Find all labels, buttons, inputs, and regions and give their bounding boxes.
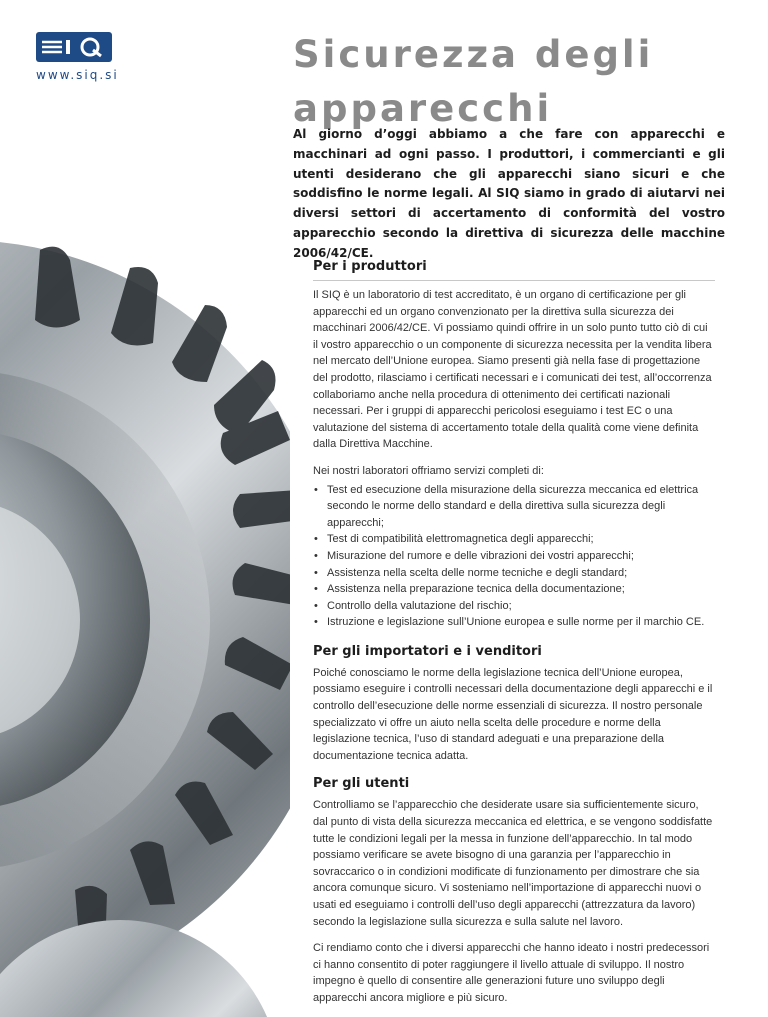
main-content xyxy=(313,256,715,1017)
services-list xyxy=(313,482,715,631)
intro-paragraph: Al giorno d’oggi abbiamo a che fare con apparecchi e macchinari ad ogni passo. I produttori, i commercianti e gli utenti desiderano che gli apparecchi siano sicuri e che soddisfino le norme legali. Al SIQ siamo in grado di aiutarvi nei diversi settori di accertamento di conformità del vostro apparecchio secondo la direttiva di sicurezza delle macchine 2006/42/CE. xyxy=(293,127,725,260)
paragraph: Poiché conosciamo le norme della legislazione tecnica dell’Unione europea, possiamo eseguire i controlli necessari della documentazione degli apparecchi e il controllo dell’esecuzione delle norme essenziali di sicurezza. Il nostro personale specializzato vi offre un aiuto nella scelta delle procedure e norme della legislazione tecnica, l’uso di standard adeguati e una preparazione della documentazione tecnica adatta. xyxy=(313,666,713,762)
list-item: • Assistenza nella scelta delle norme tecniche e degli standard; xyxy=(313,565,715,582)
siq-logo-mark xyxy=(36,32,112,62)
section-heading: Per i produttori xyxy=(313,259,427,274)
paragraph: Ci rendiamo conto che i diversi apparecchi che hanno ideato i nostri predecessori ci hanno consentito di poter raggiungere il livello attuale di sviluppo. Il nostro impegno è quello di consentire alle generazioni future uno sviluppo degli apparecchi ancora migliore e più sicuro. xyxy=(313,942,710,1004)
list-item: • Controllo della valutazione del rischio; xyxy=(313,598,715,615)
section-utenti xyxy=(313,776,715,1006)
paragraph: Nei nostri laboratori offriamo servizi completi di: xyxy=(313,464,544,477)
list-item: • Assistenza nella preparazione tecnica della documentazione; xyxy=(313,581,715,598)
list-item: • Istruzione e legislazione sull’Unione europea e sulle norme per il marchio CE. xyxy=(313,614,715,631)
section-heading: Per gli utenti xyxy=(313,776,410,792)
section-heading: Per gli importatori e i venditori xyxy=(313,643,542,659)
section-importatori xyxy=(313,644,715,765)
paragraph: Il SIQ è un laboratorio di test accreditato, è un organo di certificazione per gli apparecchi ed un organo convenzionato per la direttiva sulla sicurezza dei macchinari 2006/42/CE. Vi possiamo quindi offrire in un solo punto tutto ciò di cui il vostro apparecchio o un componente di sicurezza necessita per la vendita libera nel mercato dell’Unione europea. Siamo presenti già nella fase di progettazione del prodotto, rilasciamo i certificati necessari e i comunicati dei test, all’occorrenza collaboriamo anche nella procedura di ottenimento dei certificati nazionali necessari. Per i gruppi di apparecchi pericolosi eseguiamo i test EC o una valutazione del sistema di accertamento totale della qualità come viene definita dalla Direttiva Macchine. xyxy=(313,289,712,451)
website-url: www.siq.si xyxy=(36,68,119,82)
siq-logo xyxy=(36,32,119,82)
list-item: • Misurazione del rumore e delle vibrazioni dei vostri apparecchi; xyxy=(313,548,715,565)
paragraph: Controlliamo se l’apparecchio che desiderate usare sia sufficientemente sicuro, dal punto di vista della sicurezza meccanica ed elettrica, e se vengono soddisfatte tutte le condizioni legali per la messa in funzione dell’apparecchio. In tal modo possiamo verificare se avete bisogno di una garanzia per l’apparecchio in sovraccarico o in condizioni modificate di funzionamento per dimostrare che sia ancora comunque sicuro. Vi sosteniamo nell’importazione di apparecchi nuovi o usati ed eseguiamo i controlli dell’uso degli apparecchi (attrezzatura da lavoro) secondo la legislazione sulla sicurezza e sulla salute nel lavoro. xyxy=(313,799,713,928)
section-divider xyxy=(313,280,715,281)
list-item: • Test ed esecuzione della misurazione della sicurezza meccanica ed elettrica secondo le norme dello standard e della direttiva sulla sicurezza degli apparecchi; xyxy=(313,482,715,532)
list-item: • Test di compatibilità elettromagnetica degli apparecchi; xyxy=(313,531,715,548)
page-title: Sicurezza degli apparecchi xyxy=(293,33,654,130)
section-produttori xyxy=(313,259,715,631)
